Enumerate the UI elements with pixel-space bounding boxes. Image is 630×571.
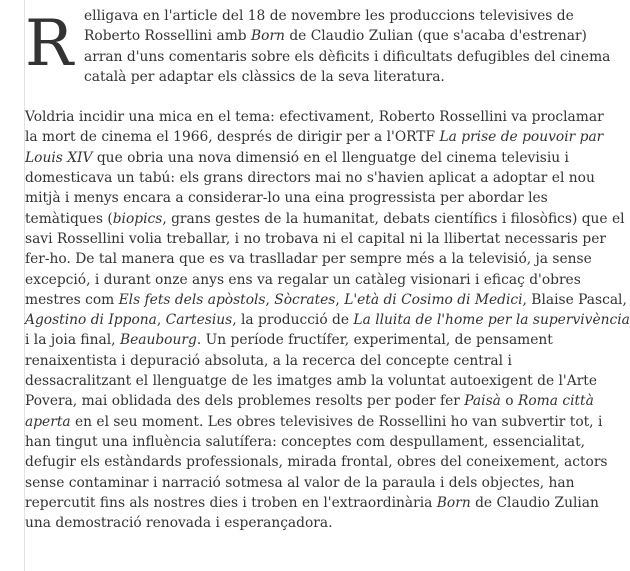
text-line [25, 432, 591, 452]
text-run: de Claudio Zulian [470, 494, 599, 511]
text-run: català per adaptar els clàssics de la seva literatura. [84, 68, 445, 85]
text-run: Voldria incidir una mica en el tema: efectivament, Roberto Rossellini va proclamar [25, 109, 604, 126]
body-lines [25, 107, 630, 533]
text-run: , grans gestes de la humanitat, debats científics i filosòfics) que el [162, 210, 625, 227]
italic-title: La prise de pouvoir par [439, 129, 604, 146]
text-run: defugir els estàndards professionals, mirada frontal, obres del coneixement, actors [25, 454, 608, 471]
text-line [25, 229, 606, 249]
text-run: fer-ho. De tal manera que es va traslladar per sempre més a la televisió, ja sense [25, 251, 592, 268]
text-line [25, 148, 591, 168]
text-line [25, 330, 591, 350]
italic-title: aperta [25, 413, 71, 430]
text-run: , [335, 291, 345, 308]
text-line [25, 351, 591, 371]
text-run: arran d'uns comentaris sobre els dèficits i dificultats defugibles del cinema [84, 48, 611, 65]
italic-title: Born [251, 28, 285, 45]
text-line [25, 452, 608, 472]
text-run: mitjà i menys encara a considerar-lo una eina progressista per abordar les [25, 190, 548, 207]
text-line [84, 6, 591, 26]
text-line [25, 168, 595, 188]
text-run: la mort de cinema el 1966, després de dirigir per a l'ORTF [25, 129, 440, 146]
text-run: elligava en l'article del 18 de novembre les produccions televisives de [84, 8, 574, 24]
text-run: dessacralitzant el llenguatge de les imatges amb la voluntat autoexigent de l'Arte [25, 373, 597, 390]
italic-title: Born [436, 494, 471, 511]
text-line [25, 493, 599, 513]
text-run: Povera, mai oblidada des dels problemes resolts per poder fer [25, 393, 465, 410]
text-run: , [156, 312, 166, 329]
text-run: , la producció de [232, 312, 354, 329]
italic-title: Cartesius [165, 312, 233, 329]
intro-lines [84, 6, 611, 87]
text-run: sense contaminar i narració sotmesa al valor de la paraula i dels objectes, han [25, 474, 575, 491]
italic-title: Louis XIV [25, 149, 93, 166]
text-run: renaixentista i depuració absoluta, a la recerca del concepte central i [25, 352, 512, 369]
text-run: . Un període fructífer, experimental, de pensament [196, 332, 553, 349]
text-line [25, 513, 591, 533]
text-run: temàtiques ( [25, 210, 113, 227]
text-run: en el seu moment. Les obres televisives de Rossellini ho van subvertir tot, i [70, 413, 603, 430]
text-run: , [265, 291, 275, 308]
text-run: o [500, 393, 518, 410]
text-run: i la joia final, [25, 332, 120, 349]
text-run: savi Rossellini volia treballar, i no trobava ni el capital ni la llibertat necessaris per [25, 230, 606, 247]
article-body [25, 6, 630, 533]
italic-title: Beaubourg [119, 332, 197, 349]
text-line [25, 412, 603, 432]
body-paragraph [25, 107, 630, 533]
text-run: han tingut una influència salutífera: conceptes com despullament, essencialitat, [25, 433, 586, 450]
italic-title: La lluita de l'home per la supervivència [353, 312, 630, 329]
text-run: de Claudio Zulian (que s'acaba d'estrenar) [284, 28, 587, 45]
text-line [25, 310, 630, 330]
italic-title: biopics [112, 210, 163, 227]
text-run: mestres com [25, 291, 119, 308]
text-run: que obria una nova dimensió en el llenguatge del cinema televisiu i [92, 149, 569, 166]
text-line [25, 188, 591, 208]
italic-title: Sòcrates [274, 291, 336, 308]
text-line [25, 391, 594, 411]
text-run: excepció, i durant onze anys ens va regalar un catàleg visionari i eficaç d'obres [25, 271, 581, 288]
text-line [25, 249, 591, 269]
text-run: domesticava un tabú: els grans directors mai no s'havien aplicat a adoptar el nou [25, 170, 595, 187]
text-line [25, 209, 625, 229]
text-line [25, 473, 591, 493]
text-line [25, 270, 591, 290]
italic-title: Agostino di Ippona [25, 312, 157, 329]
text-run: repercutit fins als nostres dies i troben en l'extraordinària [25, 494, 437, 511]
text-line [84, 26, 591, 46]
text-line [25, 107, 604, 127]
article [24, 0, 630, 571]
text-run: Roberto Rossellini amb [84, 28, 251, 45]
text-line [25, 371, 597, 391]
italic-title: L'età di Cosimo di Medici [344, 291, 523, 308]
text-run: una demostració renovada i esperançadora. [25, 515, 333, 532]
text-line [25, 290, 627, 310]
text-run: , Blaise Pascal, [522, 291, 627, 308]
text-line [84, 67, 591, 87]
intro-paragraph [25, 6, 611, 87]
text-line [84, 47, 611, 67]
drop-cap: R [25, 7, 74, 81]
text-line [25, 127, 604, 147]
italic-title: Roma città [517, 393, 594, 410]
italic-title: Els fets dels apòstols [118, 291, 266, 308]
italic-title: Paisà [464, 393, 501, 410]
